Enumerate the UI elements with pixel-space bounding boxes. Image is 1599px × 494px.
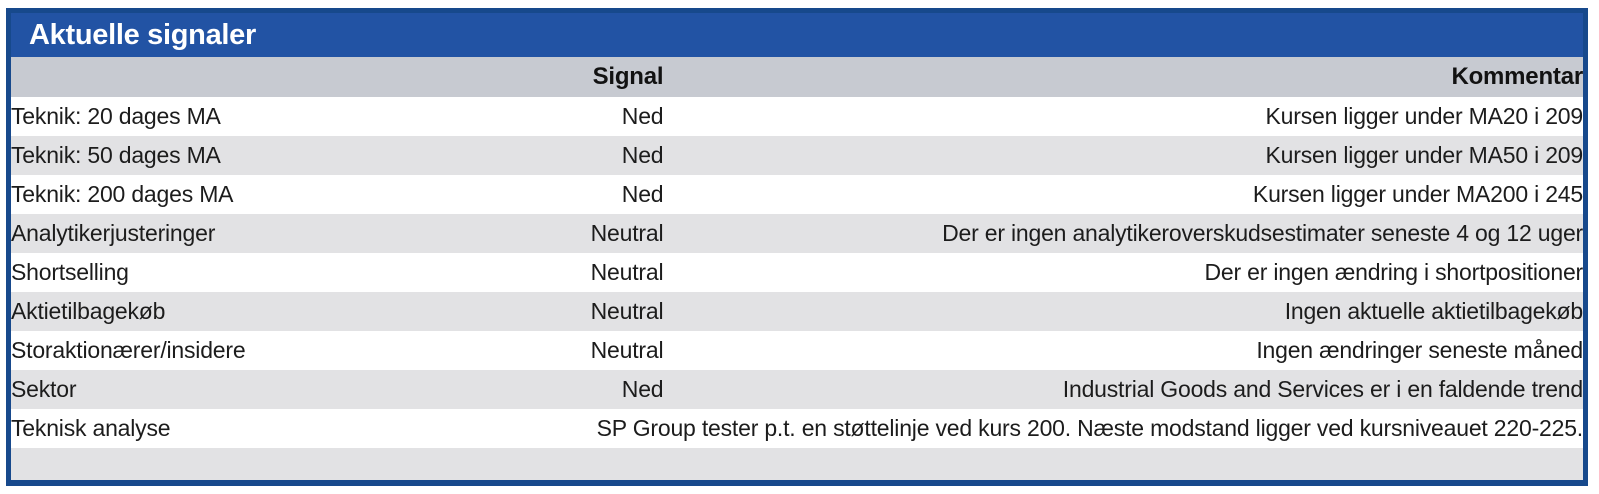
table-row: [11, 175, 1583, 214]
signal-value: Ned: [621, 103, 664, 129]
table-row: [11, 409, 1583, 448]
table-row: [11, 292, 1583, 331]
column-header-kommentar: Kommentar: [1451, 63, 1583, 90]
signal-value: Neutral: [590, 259, 664, 285]
comment-value: Kursen ligger under MA20 i 209: [1265, 103, 1583, 129]
table-row: [11, 331, 1583, 370]
signal-value: Ned: [621, 142, 664, 168]
comment-value: Ingen ændringer seneste måned: [1256, 337, 1583, 363]
row-label: Sektor: [11, 376, 77, 402]
table-row: [11, 97, 1583, 136]
table-row: [11, 253, 1583, 292]
comment-value: Der er ingen ændring i shortpositioner: [1204, 259, 1583, 285]
signal-value: Neutral: [590, 298, 664, 324]
row-label: Teknik: 20 dages MA: [11, 103, 221, 129]
row-label: Storaktionærer/insidere: [11, 337, 246, 363]
row-label: Shortselling: [11, 259, 129, 285]
table-row: [11, 214, 1583, 253]
comment-value: Ingen aktuelle aktietilbagekøb: [1284, 298, 1583, 324]
signal-value: Neutral: [590, 337, 664, 363]
column-header-signal: Signal: [592, 63, 664, 90]
row-label: Teknik: 50 dages MA: [11, 142, 221, 168]
comment-value: Kursen ligger under MA200 i 245: [1252, 181, 1583, 207]
row-label: Analytikerjusteringer: [11, 220, 216, 246]
signal-value: Neutral: [590, 220, 664, 246]
comment-value: Der er ingen analytikeroverskudsestimater seneste 4 og 12 uger: [942, 220, 1583, 246]
comment-value: Kursen ligger under MA50 i 209: [1265, 142, 1583, 168]
row-label: Aktietilbagekøb: [11, 298, 166, 324]
signals-panel: [6, 8, 1588, 486]
comment-value: SP Group tester p.t. en støttelinje ved kurs 200. Næste modstand ligger ved kursniveauet 220-225.: [596, 415, 1583, 441]
title-bar: [11, 13, 1583, 57]
column-header-empty: [11, 57, 404, 97]
table-row: [11, 370, 1583, 409]
column-header-row: [11, 57, 1583, 97]
signal-value: Ned: [621, 376, 664, 402]
signals-table: [11, 57, 1583, 482]
row-label: Teknik: 200 dages MA: [11, 181, 234, 207]
comment-value: Industrial Goods and Services er i en faldende trend: [1062, 376, 1583, 402]
empty-cell: [11, 448, 1583, 482]
row-label: Teknisk analyse: [11, 415, 171, 441]
empty-footer-row: [11, 448, 1583, 482]
table-row: [11, 136, 1583, 175]
signal-value: Ned: [621, 181, 664, 207]
page-title: Aktuelle signaler: [29, 18, 256, 51]
